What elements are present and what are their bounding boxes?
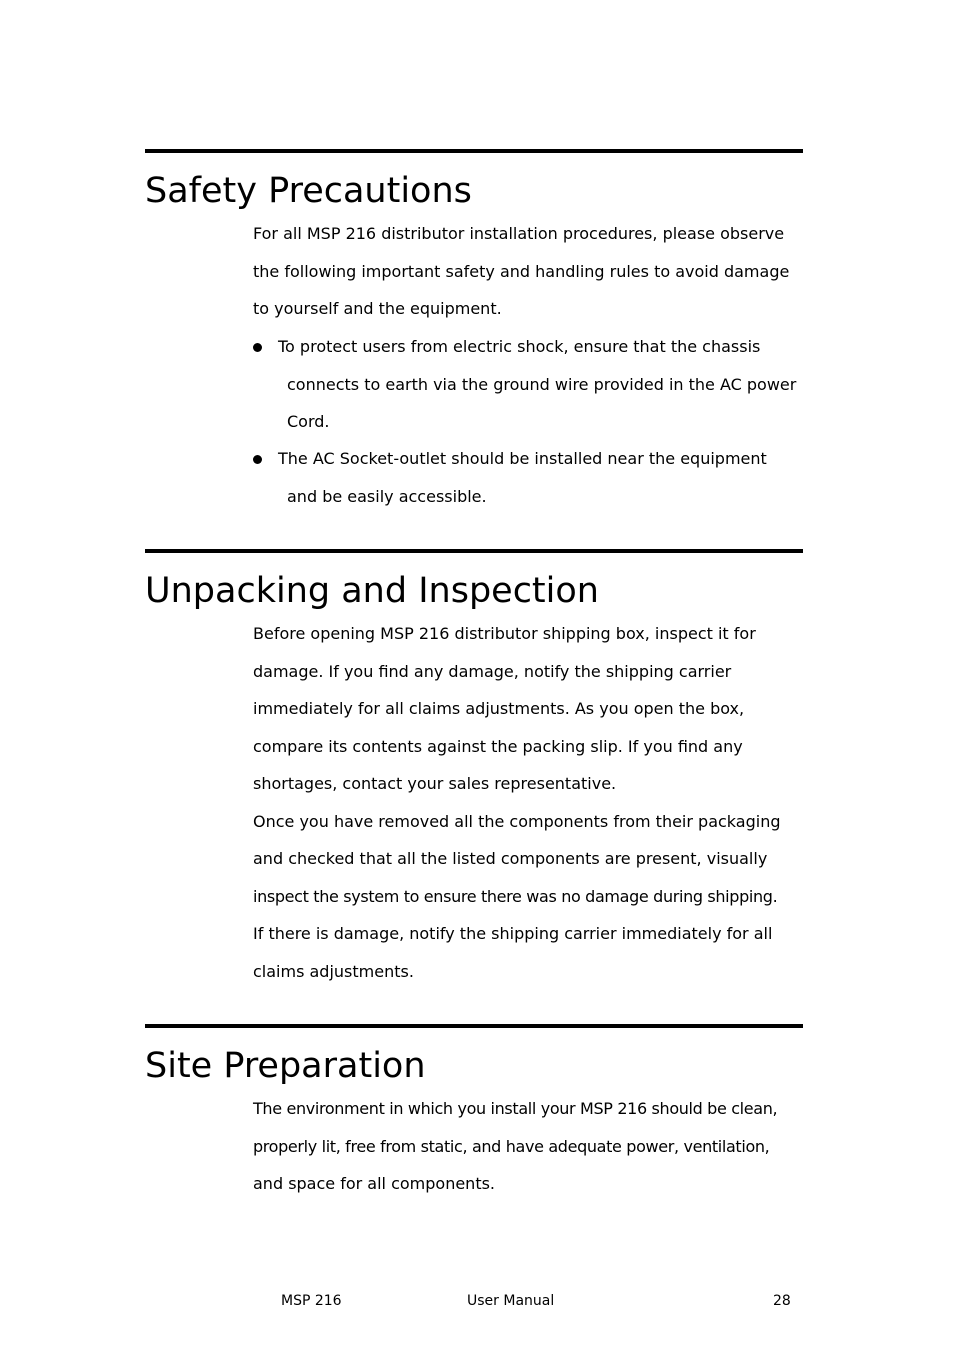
- paragraph-line: The environment in which you install your MSP 216 should be clean,: [253, 1099, 778, 1118]
- footer-document-title: User Manual: [467, 1293, 555, 1309]
- safety-bullet-socket-outlet: [253, 440, 825, 515]
- paragraph-line: For all MSP 216 distributor installation procedures, please observe: [253, 224, 785, 243]
- paragraph-line: and space for all components.: [253, 1174, 496, 1193]
- bullet-icon: [253, 455, 262, 464]
- section-title-safety-precautions: Safety Precautions: [145, 171, 472, 211]
- paragraph-line: the following important safety and handling rules to avoid damage: [253, 261, 790, 281]
- section-title-unpacking-and-inspection: Unpacking and Inspection: [145, 571, 599, 611]
- unpacking-paragraph: [253, 615, 825, 990]
- section-divider-unpacking: [145, 549, 803, 553]
- safety-bullet-electric-shock: [253, 328, 825, 441]
- bullet-line: connects to earth via the ground wire provided in the AC power: [287, 374, 797, 394]
- paragraph-line: If there is damage, notify the shipping carrier immediately for all: [253, 924, 773, 943]
- paragraph-line: shortages, contact your sales representative.: [253, 774, 617, 793]
- footer-page-number: 28: [773, 1293, 791, 1309]
- bullet-line: To protect users from electric shock, ensure that the chassis: [278, 337, 761, 356]
- bullet-line: The AC Socket-outlet should be installed near the equipment: [278, 449, 767, 468]
- site-preparation-paragraph: [253, 1090, 825, 1203]
- bullet-icon: [253, 343, 262, 352]
- safety-intro-paragraph: [253, 215, 825, 328]
- paragraph-line: Before opening MSP 216 distributor shipping box, inspect it for: [253, 624, 756, 643]
- bullet-line: and be easily accessible.: [287, 486, 487, 506]
- bullet-line: Cord.: [287, 412, 330, 431]
- paragraph-line: inspect the system to ensure there was no damage during shipping.: [253, 886, 778, 906]
- section-divider-safety: [145, 149, 803, 153]
- paragraph-line: and checked that all the listed components are present, visually: [253, 849, 768, 868]
- paragraph-line: Once you have removed all the components from their packaging: [253, 811, 781, 831]
- paragraph-line: compare its contents against the packing slip. If you find any: [253, 736, 743, 756]
- paragraph-line: properly lit, free from static, and have adequate power, ventilation,: [253, 1136, 770, 1156]
- section-title-site-preparation: Site Preparation: [145, 1046, 426, 1086]
- section-divider-site-preparation: [145, 1024, 803, 1028]
- paragraph-line: immediately for all claims adjustments. As you open the box,: [253, 699, 745, 718]
- paragraph-line: claims adjustments.: [253, 961, 414, 981]
- paragraph-line: to yourself and the equipment.: [253, 299, 502, 318]
- footer-product-name: MSP 216: [281, 1293, 342, 1309]
- paragraph-line: damage. If you find any damage, notify the shipping carrier: [253, 661, 732, 681]
